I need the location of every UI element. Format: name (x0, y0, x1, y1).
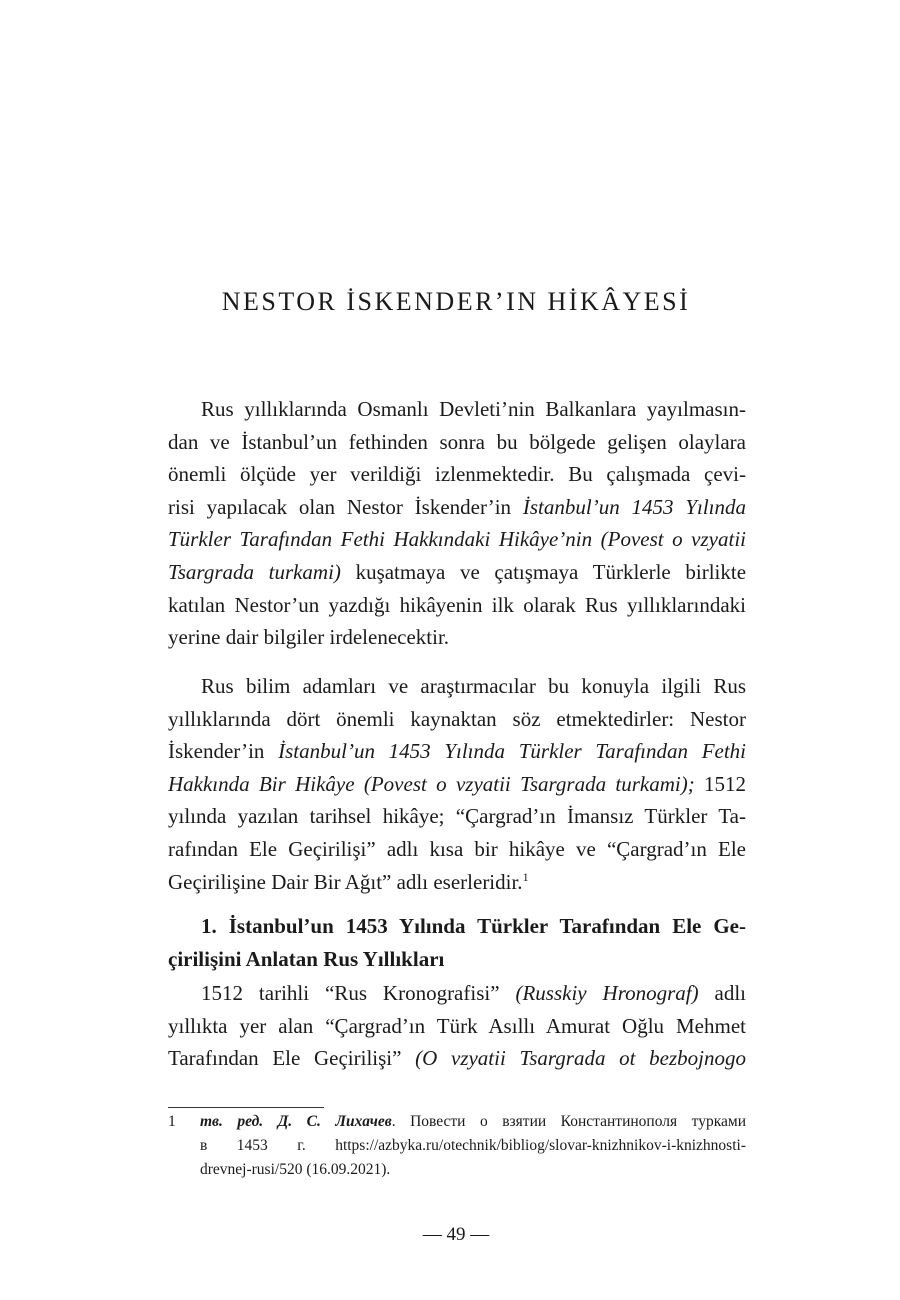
body-paragraph-2 (168, 670, 746, 898)
page-number: — 49 — (422, 1224, 490, 1245)
text-span: yıllıkta yer alan “Çargrad’ın Türk Asıllı Amurat Oğlu Mehmet (168, 1013, 746, 1038)
paragraph-line (168, 768, 746, 801)
paragraph-line (168, 556, 746, 589)
paragraph-line (168, 866, 746, 899)
body-paragraph-1 (168, 393, 746, 654)
text-span: yıllıklarında dört önemli kaynaktan söz etmektedirler: Nestor (168, 706, 746, 731)
text-span: rafından Ele Geçirilişi” adlı kısa bir hikâye ve “Çargrad’ın Ele (168, 836, 746, 861)
text-span: Rus yıllıklarında Osmanlı Devleti’nin Balkanlara yayılmasın- (201, 397, 746, 421)
paragraph-line (168, 621, 746, 654)
italic-title: Tsargrada turkami) (168, 559, 341, 584)
footnote-line (200, 1110, 746, 1134)
footnote-divider (168, 1107, 324, 1108)
text-span: . Повести о взятии Константинополя турками (391, 1113, 746, 1130)
paragraph-line (168, 393, 746, 426)
text-span: 1512 (704, 771, 746, 796)
text-span: dan ve İstanbul’un fethinden sonra bu bölgede gelişen olaylara (168, 429, 746, 454)
text-span: adlı (714, 981, 746, 1005)
text-span: kuşatmaya ve çatışmaya Türklerle birlikte (355, 559, 746, 584)
italic-title: (O vzyatii Tsargrada ot bezbojnogo (415, 1046, 746, 1071)
body-paragraph-3 (168, 977, 746, 1075)
footnote-line (200, 1134, 746, 1158)
footnote-body (200, 1110, 746, 1182)
paragraph-line (168, 670, 746, 703)
chapter-title: NESTOR İSKENDER’IN HİKÂYESİ (221, 287, 691, 316)
text-span: yerine dair bilgiler irdelenecektir. (168, 625, 450, 650)
paragraph-line (168, 458, 746, 491)
text-span: çirilişini Anlatan Rus Yıllıkları (168, 946, 445, 971)
text-span: İskender’in (168, 739, 265, 764)
paragraph-line (168, 735, 746, 768)
paragraph-line (168, 491, 746, 524)
paragraph-line (168, 977, 746, 1010)
text-span: Tarafından Ele Geçirilişi” (168, 1046, 402, 1071)
paragraph-line (168, 800, 746, 833)
italic-title: Hakkında Bir Hikâye (Povest o vzyatii Tsargrada turkami); (168, 771, 695, 796)
footnote-line (200, 1158, 746, 1182)
text-span: risi yapılacak olan Nestor İskender’in (168, 494, 512, 519)
paragraph-line (168, 703, 746, 736)
text-span: önemli ölçüde yer verildiği izlenmektedir. Bu çalışmada çevi- (168, 462, 746, 487)
italic-title: İstanbul’un 1453 Yılında Türkler Tarafından Fethi (278, 739, 746, 764)
paragraph-line (168, 833, 746, 866)
italic-title: Türkler Tarafından Fethi Hakkındaki Hikâye’nin (Povest o vzyatii (168, 527, 746, 552)
paragraph-line (168, 1010, 746, 1043)
italic-title: İstanbul’un 1453 Yılında (522, 494, 746, 519)
footnote-number: 1 (168, 1113, 176, 1130)
paragraph-line (168, 426, 746, 459)
italic-title: (Russkiy Hronograf) (515, 981, 699, 1005)
heading-line (168, 943, 746, 976)
paragraph-line (168, 523, 746, 556)
text-span: Geçirilişine Dair Bir Ağıt” adlı eserleridir. (168, 869, 523, 894)
footnote-reference[interactable]: 1 (522, 869, 529, 884)
heading-line (168, 910, 746, 943)
text-span: yılında yazılan tarihsel hikâye; “Çargrad’ın İmansız Türkler Ta- (168, 804, 746, 829)
text-span: Rus bilim adamları ve araştırmacılar bu konuyla ilgili Rus (201, 674, 746, 698)
footnote-link[interactable]: в 1453 г. https://azbyka.ru/otechnik/bibliog/slovar-knizhnikov-i-knizhnosti- (200, 1137, 746, 1154)
footnote-author: тв. ред. Д. С. Лихачев (200, 1113, 392, 1130)
text-span: katılan Nestor’un yazdığı hikâyenin ilk olarak Rus yıllıklarındaki (168, 592, 746, 617)
section-heading (168, 910, 746, 975)
text-span: 1512 tarihli “Rus Kronografisi” (201, 981, 500, 1005)
paragraph-line (168, 1042, 746, 1075)
text-span: drevnej-rusi/520 (16.09.2021). (200, 1161, 391, 1178)
paragraph-line (168, 589, 746, 622)
text-span: 1. İstanbul’un 1453 Yılında Türkler Tarafından Ele Ge- (201, 914, 746, 938)
